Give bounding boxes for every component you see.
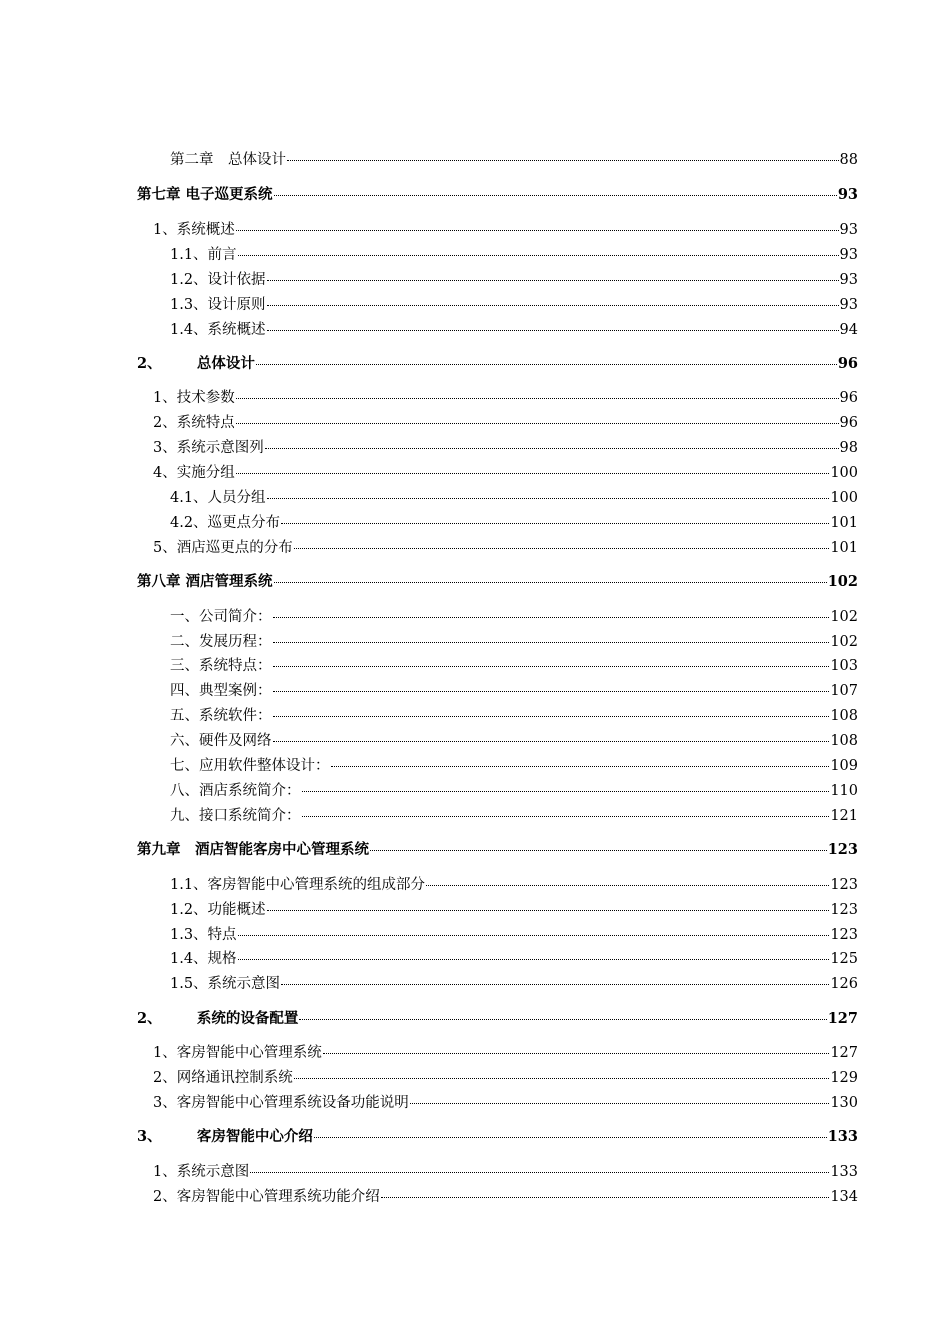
toc-entry-title: 第九章 酒店智能客房中心管理系统 — [137, 841, 369, 858]
toc-entry-title: 1.4、系统概述 — [170, 322, 266, 338]
toc-entry[interactable] — [153, 1162, 858, 1182]
toc-entry-title: 第八章 酒店管理系统 — [137, 573, 273, 590]
dot-leader — [236, 398, 839, 399]
toc-entry-title: 2、客房智能中心管理系统功能介绍 — [153, 1189, 380, 1205]
toc-page-number: 108 — [830, 733, 858, 749]
dot-leader — [265, 448, 839, 449]
dot-leader — [331, 766, 830, 767]
dot-leader — [273, 617, 830, 618]
toc-page-number: 101 — [830, 515, 858, 531]
toc-entry-title: 4.1、人员分组 — [170, 490, 266, 506]
dot-leader — [267, 910, 830, 911]
toc-entry[interactable] — [170, 632, 858, 652]
toc-page-number: 109 — [830, 758, 858, 774]
toc-entry-title: 3、 客房智能中心介绍 — [137, 1128, 313, 1145]
toc-entry-title: 1.1、前言 — [170, 247, 237, 263]
dot-leader — [273, 642, 830, 643]
toc-page-number: 134 — [830, 1189, 858, 1205]
dot-leader — [381, 1197, 830, 1198]
dot-leader — [236, 423, 839, 424]
toc-page-number: 96 — [839, 415, 858, 431]
toc-heading[interactable] — [137, 185, 858, 205]
toc-entry[interactable] — [170, 974, 858, 994]
dot-leader — [267, 498, 830, 499]
dot-leader — [410, 1103, 830, 1104]
toc-page-number: 96 — [839, 390, 858, 406]
dot-leader — [281, 523, 829, 524]
toc-entry[interactable] — [153, 463, 858, 483]
toc-heading[interactable] — [137, 354, 858, 374]
toc-entry-title: 3、客房智能中心管理系统设备功能说明 — [153, 1095, 409, 1111]
toc-entry-title: 1.3、设计原则 — [170, 297, 266, 313]
toc-page-number: 93 — [839, 272, 858, 288]
toc-entry[interactable] — [170, 806, 858, 826]
dot-leader — [294, 1078, 830, 1079]
toc-entry[interactable] — [170, 488, 858, 508]
dot-leader — [299, 1019, 826, 1020]
toc-entry-title: 二、发展历程： — [170, 634, 272, 650]
toc-page-number: 127 — [827, 1010, 858, 1027]
toc-page-number: 100 — [830, 465, 858, 481]
toc-entry-title: 1.2、功能概述 — [170, 902, 266, 918]
toc-entry-title: 1.5、系统示意图 — [170, 976, 281, 992]
toc-page-number: 110 — [830, 783, 858, 799]
dot-leader — [273, 741, 830, 742]
toc-page-number: 133 — [827, 1128, 858, 1145]
toc-entry-title: 八、酒店系统简介： — [170, 783, 301, 799]
toc-page-number: 125 — [830, 951, 858, 967]
dot-leader — [323, 1053, 830, 1054]
toc-entry[interactable] — [170, 900, 858, 920]
toc-page-number: 88 — [839, 152, 858, 168]
dot-leader — [267, 280, 839, 281]
toc-entry[interactable] — [153, 413, 858, 433]
toc-heading[interactable] — [137, 1009, 858, 1029]
toc-page-number: 123 — [830, 902, 858, 918]
toc-page-number: 123 — [830, 927, 858, 943]
toc-entry[interactable] — [170, 320, 858, 340]
toc-entry-title: 1、系统概述 — [153, 222, 235, 238]
toc-entry-title: 第七章 电子巡更系统 — [137, 186, 273, 203]
dot-leader — [238, 959, 830, 960]
toc-entry-title: 2、网络通讯控制系统 — [153, 1070, 293, 1086]
toc-page-number: 96 — [837, 355, 858, 372]
toc-entry-title: 六、硬件及网络 — [170, 733, 272, 749]
dot-leader — [273, 666, 830, 667]
toc-entry[interactable] — [170, 270, 858, 290]
toc-entry-title: 1、技术参数 — [153, 390, 235, 406]
toc-entry-title: 4.2、巡更点分布 — [170, 515, 281, 531]
toc-page-number: 102 — [827, 573, 858, 590]
toc-entry-title: 2、 总体设计 — [137, 355, 255, 372]
toc-entry[interactable] — [170, 607, 858, 627]
toc-entry-title: 1、客房智能中心管理系统 — [153, 1045, 322, 1061]
toc-page-number: 101 — [830, 540, 858, 556]
dot-leader — [302, 816, 830, 817]
toc-page-number: 126 — [830, 976, 858, 992]
toc-entry-title: 5、酒店巡更点的分布 — [153, 540, 293, 556]
toc-entry[interactable] — [170, 781, 858, 801]
toc-entry-title: 三、系统特点： — [170, 658, 272, 674]
toc-page-number: 100 — [830, 490, 858, 506]
dot-leader — [370, 850, 827, 851]
toc-entry[interactable] — [170, 706, 858, 726]
toc-page-number: 129 — [830, 1070, 858, 1086]
toc-entry[interactable] — [170, 656, 858, 676]
toc-entry[interactable] — [153, 1093, 858, 1113]
toc-entry[interactable] — [153, 538, 858, 558]
toc-page-number: 102 — [830, 634, 858, 650]
toc-entry-title: 1、系统示意图 — [153, 1164, 250, 1180]
dot-leader — [314, 1137, 827, 1138]
toc-entry[interactable] — [153, 388, 858, 408]
toc-entry-title: 3、系统示意图列 — [153, 440, 264, 456]
toc-entry[interactable] — [170, 949, 858, 969]
toc-page-number: 123 — [827, 841, 858, 858]
dot-leader — [274, 582, 827, 583]
toc-entry[interactable] — [170, 875, 858, 895]
dot-leader — [294, 548, 830, 549]
toc-entry[interactable] — [153, 1043, 858, 1063]
toc-entry-title: 2、 系统的设备配置 — [137, 1010, 299, 1027]
toc-entry[interactable] — [170, 925, 858, 945]
toc-page-number: 108 — [830, 708, 858, 724]
toc-entry[interactable] — [170, 150, 858, 170]
toc-entry[interactable] — [170, 295, 858, 315]
toc-page-number: 130 — [830, 1095, 858, 1111]
toc-entry-title: 七、应用软件整体设计： — [170, 758, 330, 774]
dot-leader — [281, 984, 829, 985]
dot-leader — [287, 160, 839, 161]
toc-page-number: 127 — [830, 1045, 858, 1061]
toc-heading[interactable] — [137, 572, 858, 592]
dot-leader — [238, 935, 830, 936]
toc-entry[interactable] — [170, 245, 858, 265]
dot-leader — [273, 691, 830, 692]
dot-leader — [236, 230, 839, 231]
dot-leader — [267, 330, 839, 331]
toc-page-number: 107 — [830, 683, 858, 699]
dot-leader — [426, 885, 829, 886]
toc-entry-title: 4、实施分组 — [153, 465, 235, 481]
toc-entry[interactable] — [153, 220, 858, 240]
dot-leader — [238, 255, 839, 256]
toc-page-number: 133 — [830, 1164, 858, 1180]
toc-entry[interactable] — [170, 731, 858, 751]
toc-entry[interactable] — [153, 438, 858, 458]
toc-page-number: 93 — [839, 297, 858, 313]
toc-page-number: 102 — [830, 609, 858, 625]
toc-page-number: 103 — [830, 658, 858, 674]
toc-entry-title: 四、典型案例： — [170, 683, 272, 699]
toc-entry-title: 2、系统特点 — [153, 415, 235, 431]
toc-page-number: 98 — [839, 440, 858, 456]
toc-entry-title: 1.3、特点 — [170, 927, 237, 943]
toc-entry[interactable] — [153, 1187, 858, 1207]
toc-page-number: 93 — [839, 247, 858, 263]
toc-page-number: 93 — [837, 186, 858, 203]
toc-entry-title: 第二章 总体设计 — [170, 152, 286, 168]
toc-page-number: 121 — [830, 808, 858, 824]
toc-entry[interactable] — [170, 513, 858, 533]
toc-entry[interactable] — [170, 681, 858, 701]
dot-leader — [274, 195, 837, 196]
toc-entry-title: 九、接口系统简介： — [170, 808, 301, 824]
toc-entry-title: 五、系统软件： — [170, 708, 272, 724]
dot-leader — [236, 473, 830, 474]
toc-heading[interactable] — [137, 840, 858, 860]
toc-entry[interactable] — [170, 756, 858, 776]
dot-leader — [267, 305, 839, 306]
toc-page-number: 93 — [839, 222, 858, 238]
toc-entry-title: 1.2、设计依据 — [170, 272, 266, 288]
dot-leader — [250, 1172, 829, 1173]
dot-leader — [302, 791, 830, 792]
toc-entry-title: 一、公司简介： — [170, 609, 272, 625]
toc-page-number: 123 — [830, 877, 858, 893]
toc-entry[interactable] — [153, 1068, 858, 1088]
dot-leader — [273, 716, 830, 717]
toc-page-number: 94 — [839, 322, 858, 338]
dot-leader — [256, 364, 837, 365]
toc-heading[interactable] — [137, 1127, 858, 1147]
toc-entry-title: 1.4、规格 — [170, 951, 237, 967]
toc-entry-title: 1.1、客房智能中心管理系统的组成部分 — [170, 877, 426, 893]
